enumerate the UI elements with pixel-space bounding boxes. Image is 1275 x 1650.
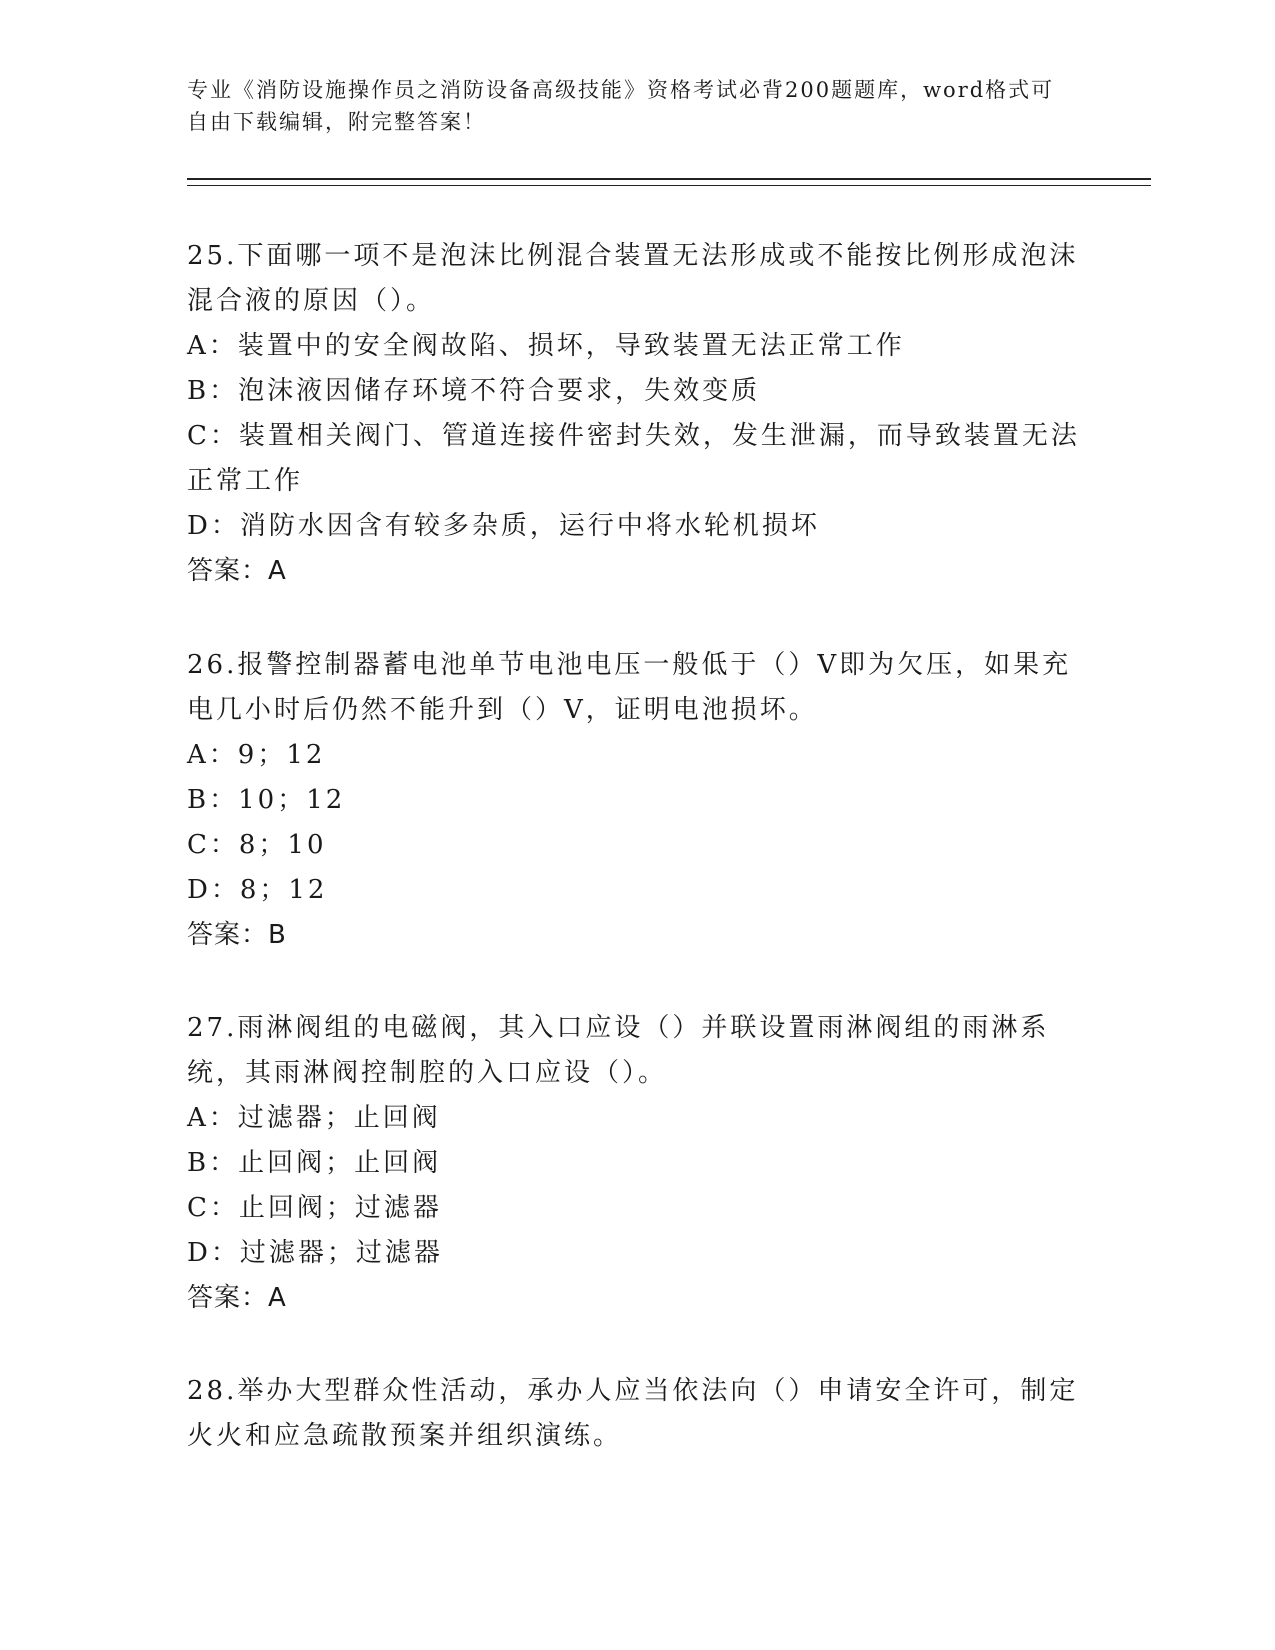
option-d: D：过滤器；过滤器: [187, 1238, 443, 1268]
option-c: C：8；10: [187, 830, 327, 860]
option-d: D：消防水因含有较多杂质，运行中将水轮机损坏: [187, 511, 820, 541]
option-b: B：止回阀；止回阀: [187, 1148, 442, 1178]
option-c: C：装置相关阀门、管道连接件密封失效，发生泄漏，而导致装置无法正常工作: [187, 421, 1080, 496]
answer: 答案：A: [187, 1283, 287, 1313]
question-stem: 27.雨淋阀组的电磁阀，其入口应设（）并联设置雨淋阀组的雨淋系统，其雨淋阀控制腔的入口应设（）。: [187, 1013, 1050, 1088]
question-26: [187, 643, 1087, 958]
document-header: 专业《消防设施操作员之消防设备高级技能》资格考试必背200题题库，word格式可自由下载编辑，附完整答案！: [187, 78, 1055, 134]
question-stem: 26.报警控制器蓄电池单节电池电压一般低于（）V即为欠压，如果充电几小时后仍然不能升到（）V，证明电池损坏。: [187, 650, 1072, 725]
option-a: A：9；12: [187, 740, 326, 770]
question-27: [187, 1006, 1087, 1321]
question-stem: 25.下面哪一项不是泡沫比例混合装置无法形成或不能按比例形成泡沫混合液的原因（）。: [187, 241, 1079, 316]
answer: 答案：A: [187, 556, 287, 586]
option-a: A：过滤器；止回阀: [187, 1103, 441, 1133]
header-divider: [187, 178, 1151, 186]
question-28: [187, 1369, 1087, 1459]
question-stem: 28.举办大型群众性活动，承办人应当依法向（）申请安全许可，制定火火和应急疏散预案并组织演练。: [187, 1376, 1079, 1451]
option-c: C：止回阀；过滤器: [187, 1193, 442, 1223]
answer: 答案：B: [187, 920, 287, 950]
option-b: B：泡沫液因储存环境不符合要求，失效变质: [187, 376, 761, 406]
option-d: D：8；12: [187, 875, 328, 905]
option-a: A：装置中的安全阀故陷、损坏，导致装置无法正常工作: [187, 331, 905, 361]
option-b: B：10；12: [187, 785, 346, 815]
question-25: [187, 234, 1087, 594]
